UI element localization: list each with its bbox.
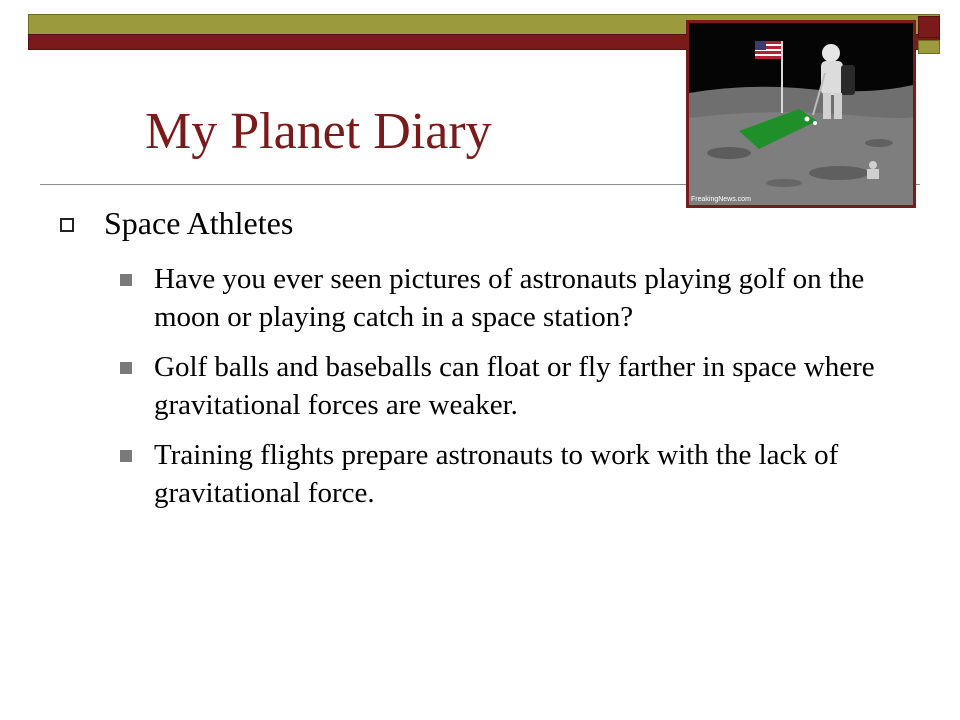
slide-title: My Planet Diary (145, 103, 492, 160)
hollow-square-bullet-icon (60, 218, 74, 232)
bullet-text: Golf balls and baseballs can float or fly farther in space where gravitational forces are weaker. (154, 351, 875, 421)
bullet-text: Training flights prepare astronauts to work with the lack of gravitational force. (154, 439, 839, 509)
square-bullet-icon (120, 362, 132, 374)
bullet-item (120, 436, 910, 512)
section-heading: Space Athletes (104, 205, 294, 241)
moon-golf-photo (686, 20, 916, 208)
square-bullet-icon (120, 274, 132, 286)
bullet-text: Have you ever seen pictures of astronauts playing golf on the moon or playing catch in a space station? (154, 263, 865, 333)
square-bullet-icon (120, 450, 132, 462)
header-maroon-square (918, 16, 940, 38)
bullet-item (120, 260, 910, 336)
slide-body (60, 205, 910, 524)
photo-caption: FreakingNews.com (691, 196, 751, 203)
bullet-item (120, 348, 910, 424)
heading-item (60, 205, 910, 242)
header-olive-square (918, 40, 940, 54)
